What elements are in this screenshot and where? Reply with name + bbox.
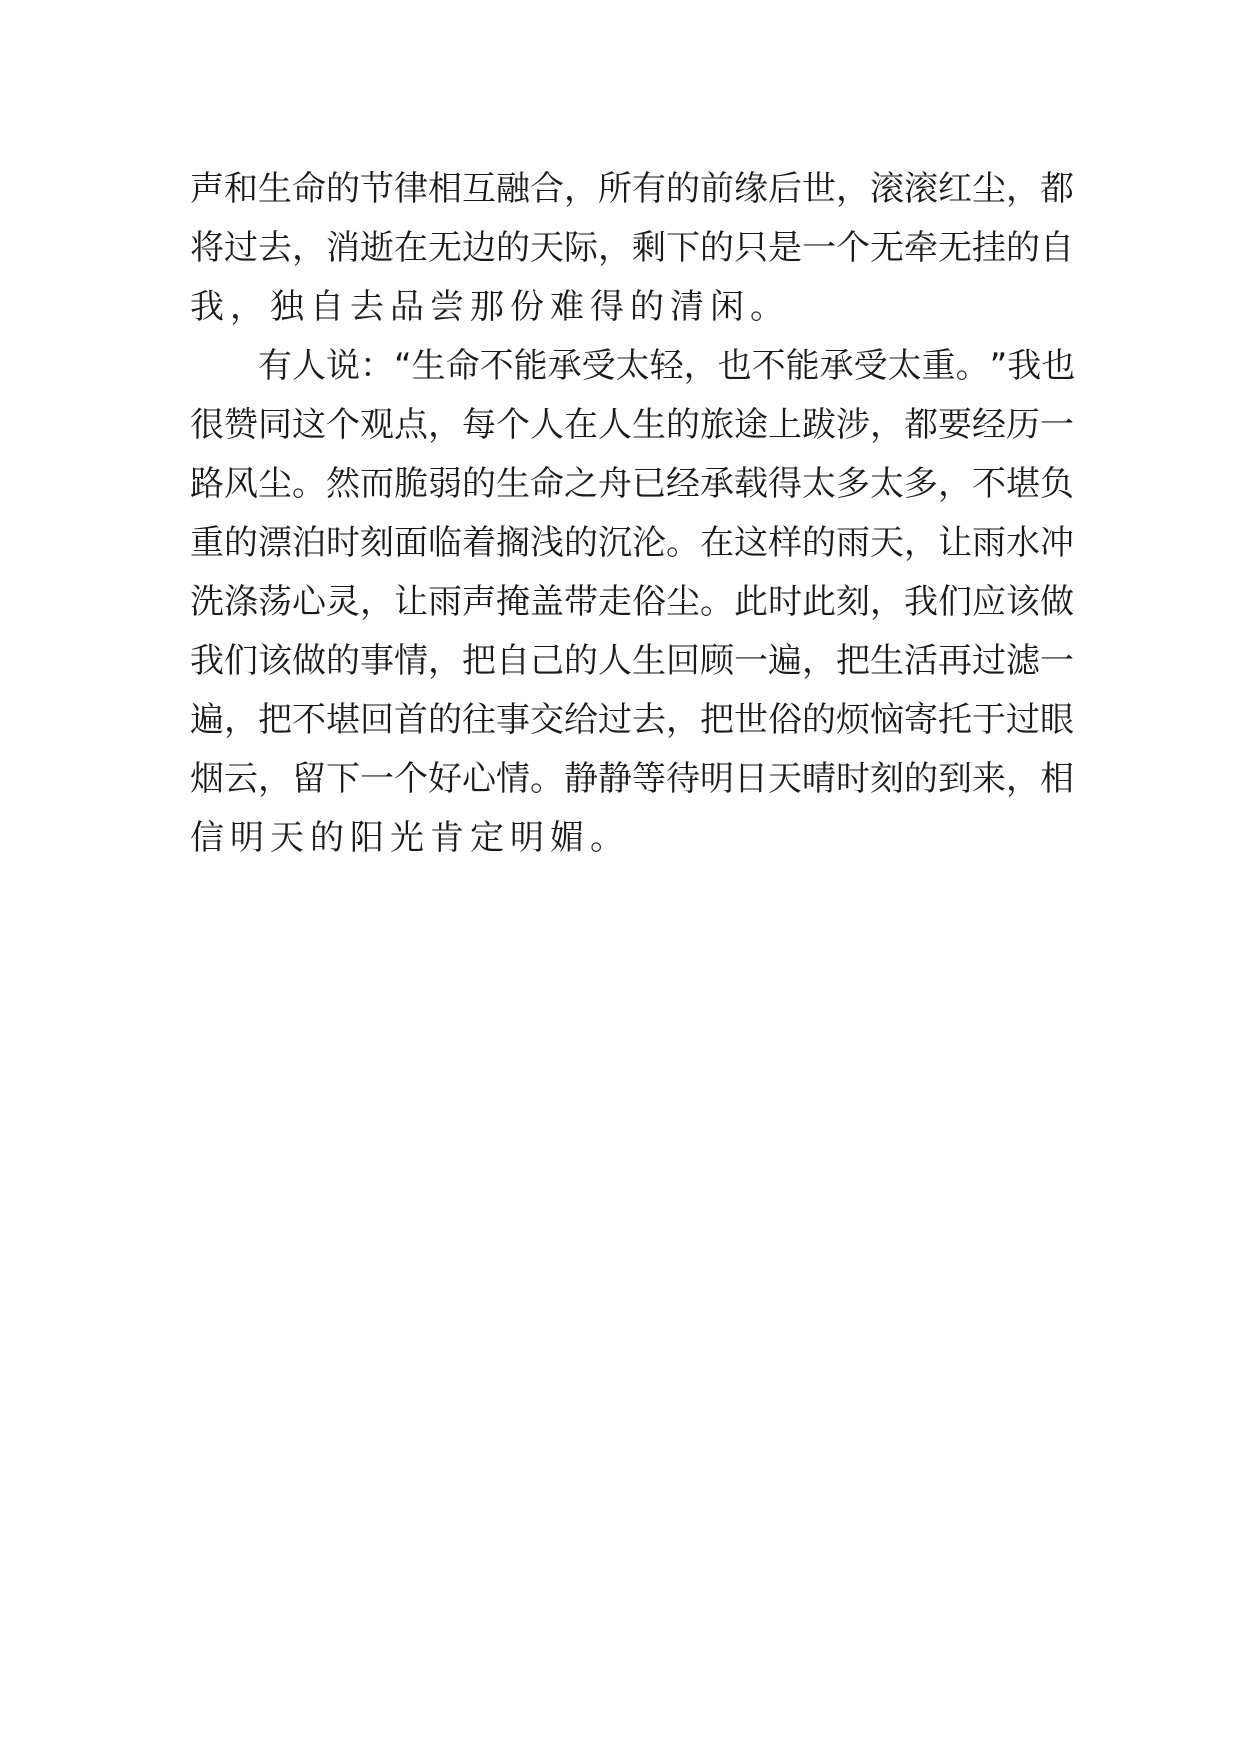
- text-line: 洗 涤 荡 心 灵 ， 让 雨 声 掩 盖 带 走 俗 尘 。 此 时 此 刻 ， 我 们 应 该 做: [190, 582, 1074, 622]
- text-line: 很 赞 同 这 个 观 点 ， 每 个 人 在 人 生 的 旅 途 上 跋 涉 ， 都 要 经 历 一: [190, 405, 1074, 445]
- text-line: 烟 云 ， 留 下 一 个 好 心 情 。 静 静 等 待 明 日 天 晴 时 刻 的 到 来 ， 相: [190, 759, 1074, 799]
- text-line: 声 和 生 命 的 节 律 相 互 融 合 ， 所 有 的 前 缘 后 世 ， 滚 滚 红 尘 ， 都: [190, 169, 1074, 209]
- text-line: 我，独自去品尝那份难得的清闲。: [190, 287, 790, 327]
- text-line: 将 过 去 ， 消 逝 在 无 边 的 天 际 ， 剩 下 的 只 是 一 个 无 牵 无 挂 的 自: [190, 228, 1074, 268]
- text-line: 遍 ， 把 不 堪 回 首 的 往 事 交 给 过 去 ， 把 世 俗 的 烦 恼 寄 托 于 过 眼: [190, 700, 1074, 740]
- body-text: [190, 160, 1076, 868]
- text-line: 路 风 尘 。 然 而 脆 弱 的 生 命 之 舟 已 经 承 载 得 太 多 太 多 ， 不 堪 负: [190, 464, 1074, 504]
- text-line: 信明天的阳光肯定明媚。: [190, 818, 630, 858]
- paragraph-start-line: 有 人 说 ： “ 生 命 不 能 承 受 太 轻 ， 也 不 能 承 受 太 重 。 ” 我 也: [258, 346, 1076, 386]
- text-line: 我 们 该 做 的 事 情 ， 把 自 己 的 人 生 回 顾 一 遍 ， 把 生 活 再 过 滤 一: [190, 641, 1074, 681]
- text-line: 重 的 漂 泊 时 刻 面 临 着 搁 浅 的 沉 沦 。 在 这 样 的 雨 天 ， 让 雨 水 冲: [190, 523, 1074, 563]
